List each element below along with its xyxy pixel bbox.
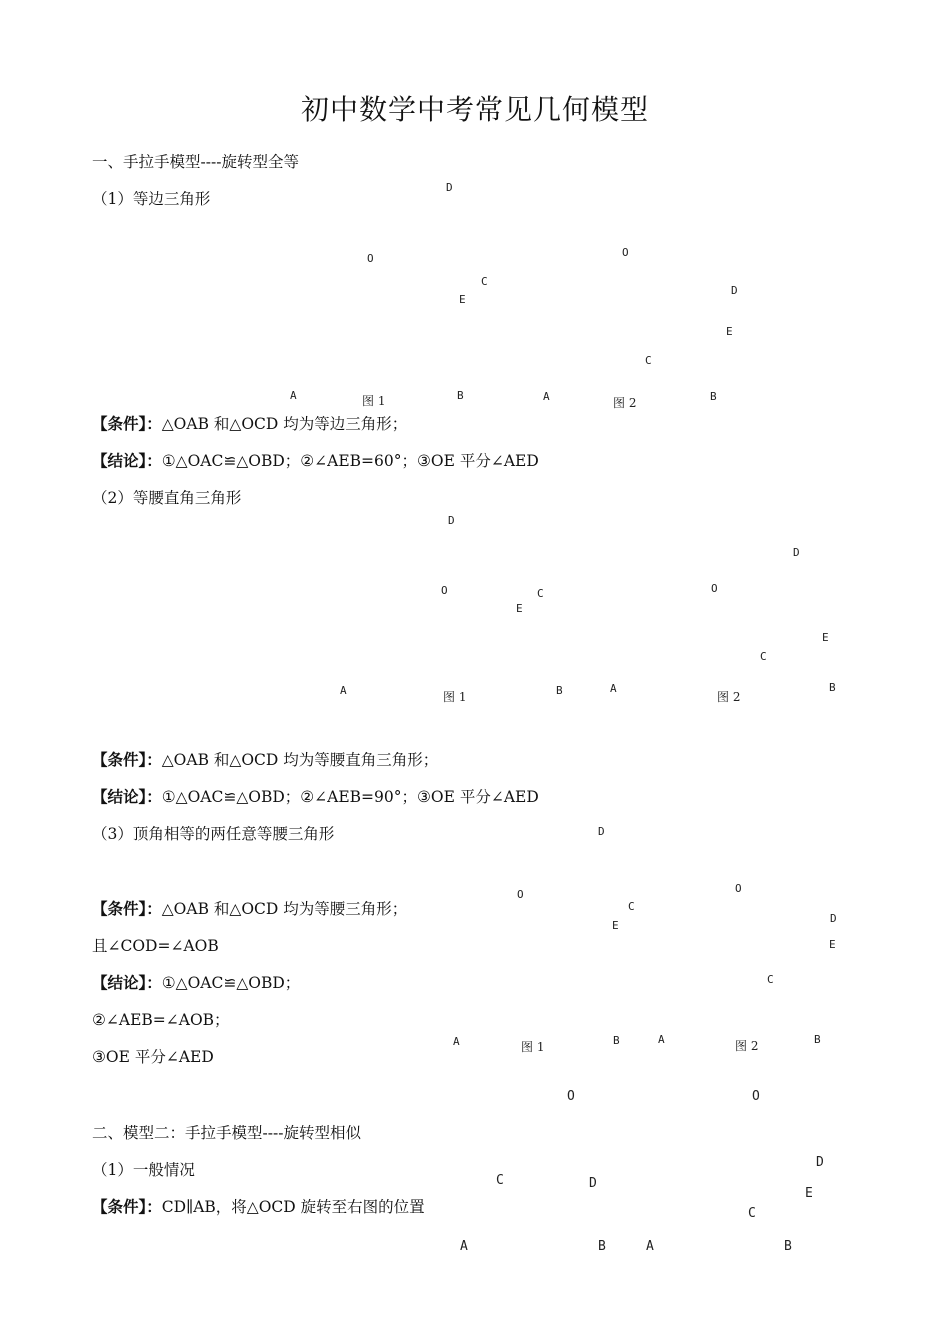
line-text: （1）等边三角形 [92, 190, 211, 208]
line-text: 一、手拉手模型----旋转型全等 [92, 153, 299, 171]
figure-point-label: O [441, 584, 448, 597]
figure-point-label: O [711, 582, 718, 595]
text-line [92, 971, 300, 993]
figure-point-label: D [446, 181, 453, 194]
figure-point-label: B [457, 389, 464, 402]
line-text: ③OE 平分∠AED [92, 1048, 214, 1066]
figure-point-label: C [496, 1173, 504, 1188]
figure-point-label: C [645, 354, 652, 367]
text-line [92, 1008, 230, 1030]
figure-point-label: O [517, 888, 524, 901]
figure-point-label: A [460, 1239, 468, 1254]
line-prefix: 【结论】： [92, 451, 162, 470]
figure-point-label: O [367, 252, 374, 265]
line-text: ②∠AEB=∠AOB； [92, 1011, 230, 1029]
line-text: △OAB 和△OCD 均为等腰三角形； [161, 900, 408, 918]
figure-caption: 图 1 [521, 1040, 545, 1054]
text-line [92, 150, 299, 172]
figure-point-label: A [543, 390, 550, 403]
figure-point-label: C [537, 587, 544, 600]
line-prefix: 【结论】： [92, 787, 162, 806]
figure-point-label: C [748, 1206, 756, 1221]
line-text: （1）一般情况 [92, 1161, 195, 1179]
figure-point-label: D [830, 912, 837, 925]
figure-point-label: E [726, 325, 733, 338]
text-line [92, 897, 407, 919]
figure-point-label: A [340, 684, 347, 697]
figure-point-label: C [767, 973, 774, 986]
line-prefix: 【条件】： [92, 750, 162, 769]
figure-caption: 图 2 [717, 690, 741, 704]
line-text: CD∥AB，将△OCD 旋转至右图的位置 [161, 1198, 425, 1216]
figure-point-label: E [459, 293, 466, 306]
figure-point-label: B [556, 684, 563, 697]
figure-point-label: E [829, 938, 836, 951]
text-line [92, 1121, 361, 1143]
figure-point-label: A [453, 1035, 460, 1048]
text-line [92, 1195, 425, 1217]
line-prefix: 【结论】： [92, 973, 162, 992]
text-line [92, 934, 219, 956]
page-title: 初中数学中考常见几何模型 [300, 93, 649, 126]
line-text: 二、模型二：手拉手模型----旋转型相似 [92, 1124, 361, 1142]
line-text: （2）等腰直角三角形 [92, 489, 242, 507]
figure-point-label: B [784, 1239, 792, 1254]
figure-point-label: O [735, 882, 742, 895]
figure-caption: 图 1 [443, 690, 467, 704]
figure-point-label: A [290, 389, 297, 402]
figure-point-label: D [598, 825, 605, 838]
figure-point-label: E [805, 1186, 813, 1201]
figure-caption: 图 2 [613, 396, 637, 410]
line-text: ①△OAC≌△OBD；②∠AEB=90°；③OE 平分∠AED [161, 788, 539, 806]
text-line [92, 412, 407, 434]
line-text: △OAB 和△OCD 均为等边三角形； [161, 415, 408, 433]
text-line [92, 785, 539, 807]
figure-point-label: A [646, 1239, 654, 1254]
figure-point-label: O [752, 1089, 760, 1104]
figure-point-label: C [628, 900, 635, 913]
text-line [92, 748, 438, 770]
figure-point-label: A [658, 1033, 665, 1046]
figure-point-label: D [816, 1155, 824, 1170]
line-prefix: 【条件】： [92, 414, 162, 433]
line-text: 且∠COD=∠AOB [92, 937, 219, 955]
figure-point-label: D [448, 514, 455, 527]
figure-point-label: C [760, 650, 767, 663]
figure-point-label: B [710, 390, 717, 403]
text-line [92, 187, 210, 209]
figure-point-label: O [567, 1089, 575, 1104]
line-text: ①△OAC≌△OBD；②∠AEB=60°；③OE 平分∠AED [161, 452, 539, 470]
text-line [92, 1158, 195, 1180]
figure-caption: 图 1 [362, 394, 386, 408]
figure-caption: 图 2 [735, 1039, 759, 1053]
figure-point-label: E [822, 631, 829, 644]
figure-point-label: B [814, 1033, 821, 1046]
text-line [92, 449, 539, 471]
text-line [92, 486, 241, 508]
figure-point-label: B [829, 681, 836, 694]
figure-point-label: D [793, 546, 800, 559]
figure-point-label: A [610, 682, 617, 695]
figure-point-label: O [622, 246, 629, 259]
text-line [92, 822, 334, 844]
figure-point-label: D [731, 284, 738, 297]
line-text: △OAB 和△OCD 均为等腰直角三角形； [161, 751, 439, 769]
figure-point-label: E [612, 919, 619, 932]
line-prefix: 【条件】： [92, 1197, 162, 1216]
figure-point-label: B [598, 1239, 606, 1254]
line-text: （3）顶角相等的两任意等腰三角形 [92, 825, 335, 843]
line-prefix: 【条件】： [92, 899, 162, 918]
figure-point-label: D [589, 1176, 597, 1191]
figure-point-label: E [516, 602, 523, 615]
figure-point-label: C [481, 275, 488, 288]
figure-point-label: B [613, 1034, 620, 1047]
line-text: ①△OAC≌△OBD； [161, 974, 301, 992]
text-line [92, 1045, 214, 1067]
